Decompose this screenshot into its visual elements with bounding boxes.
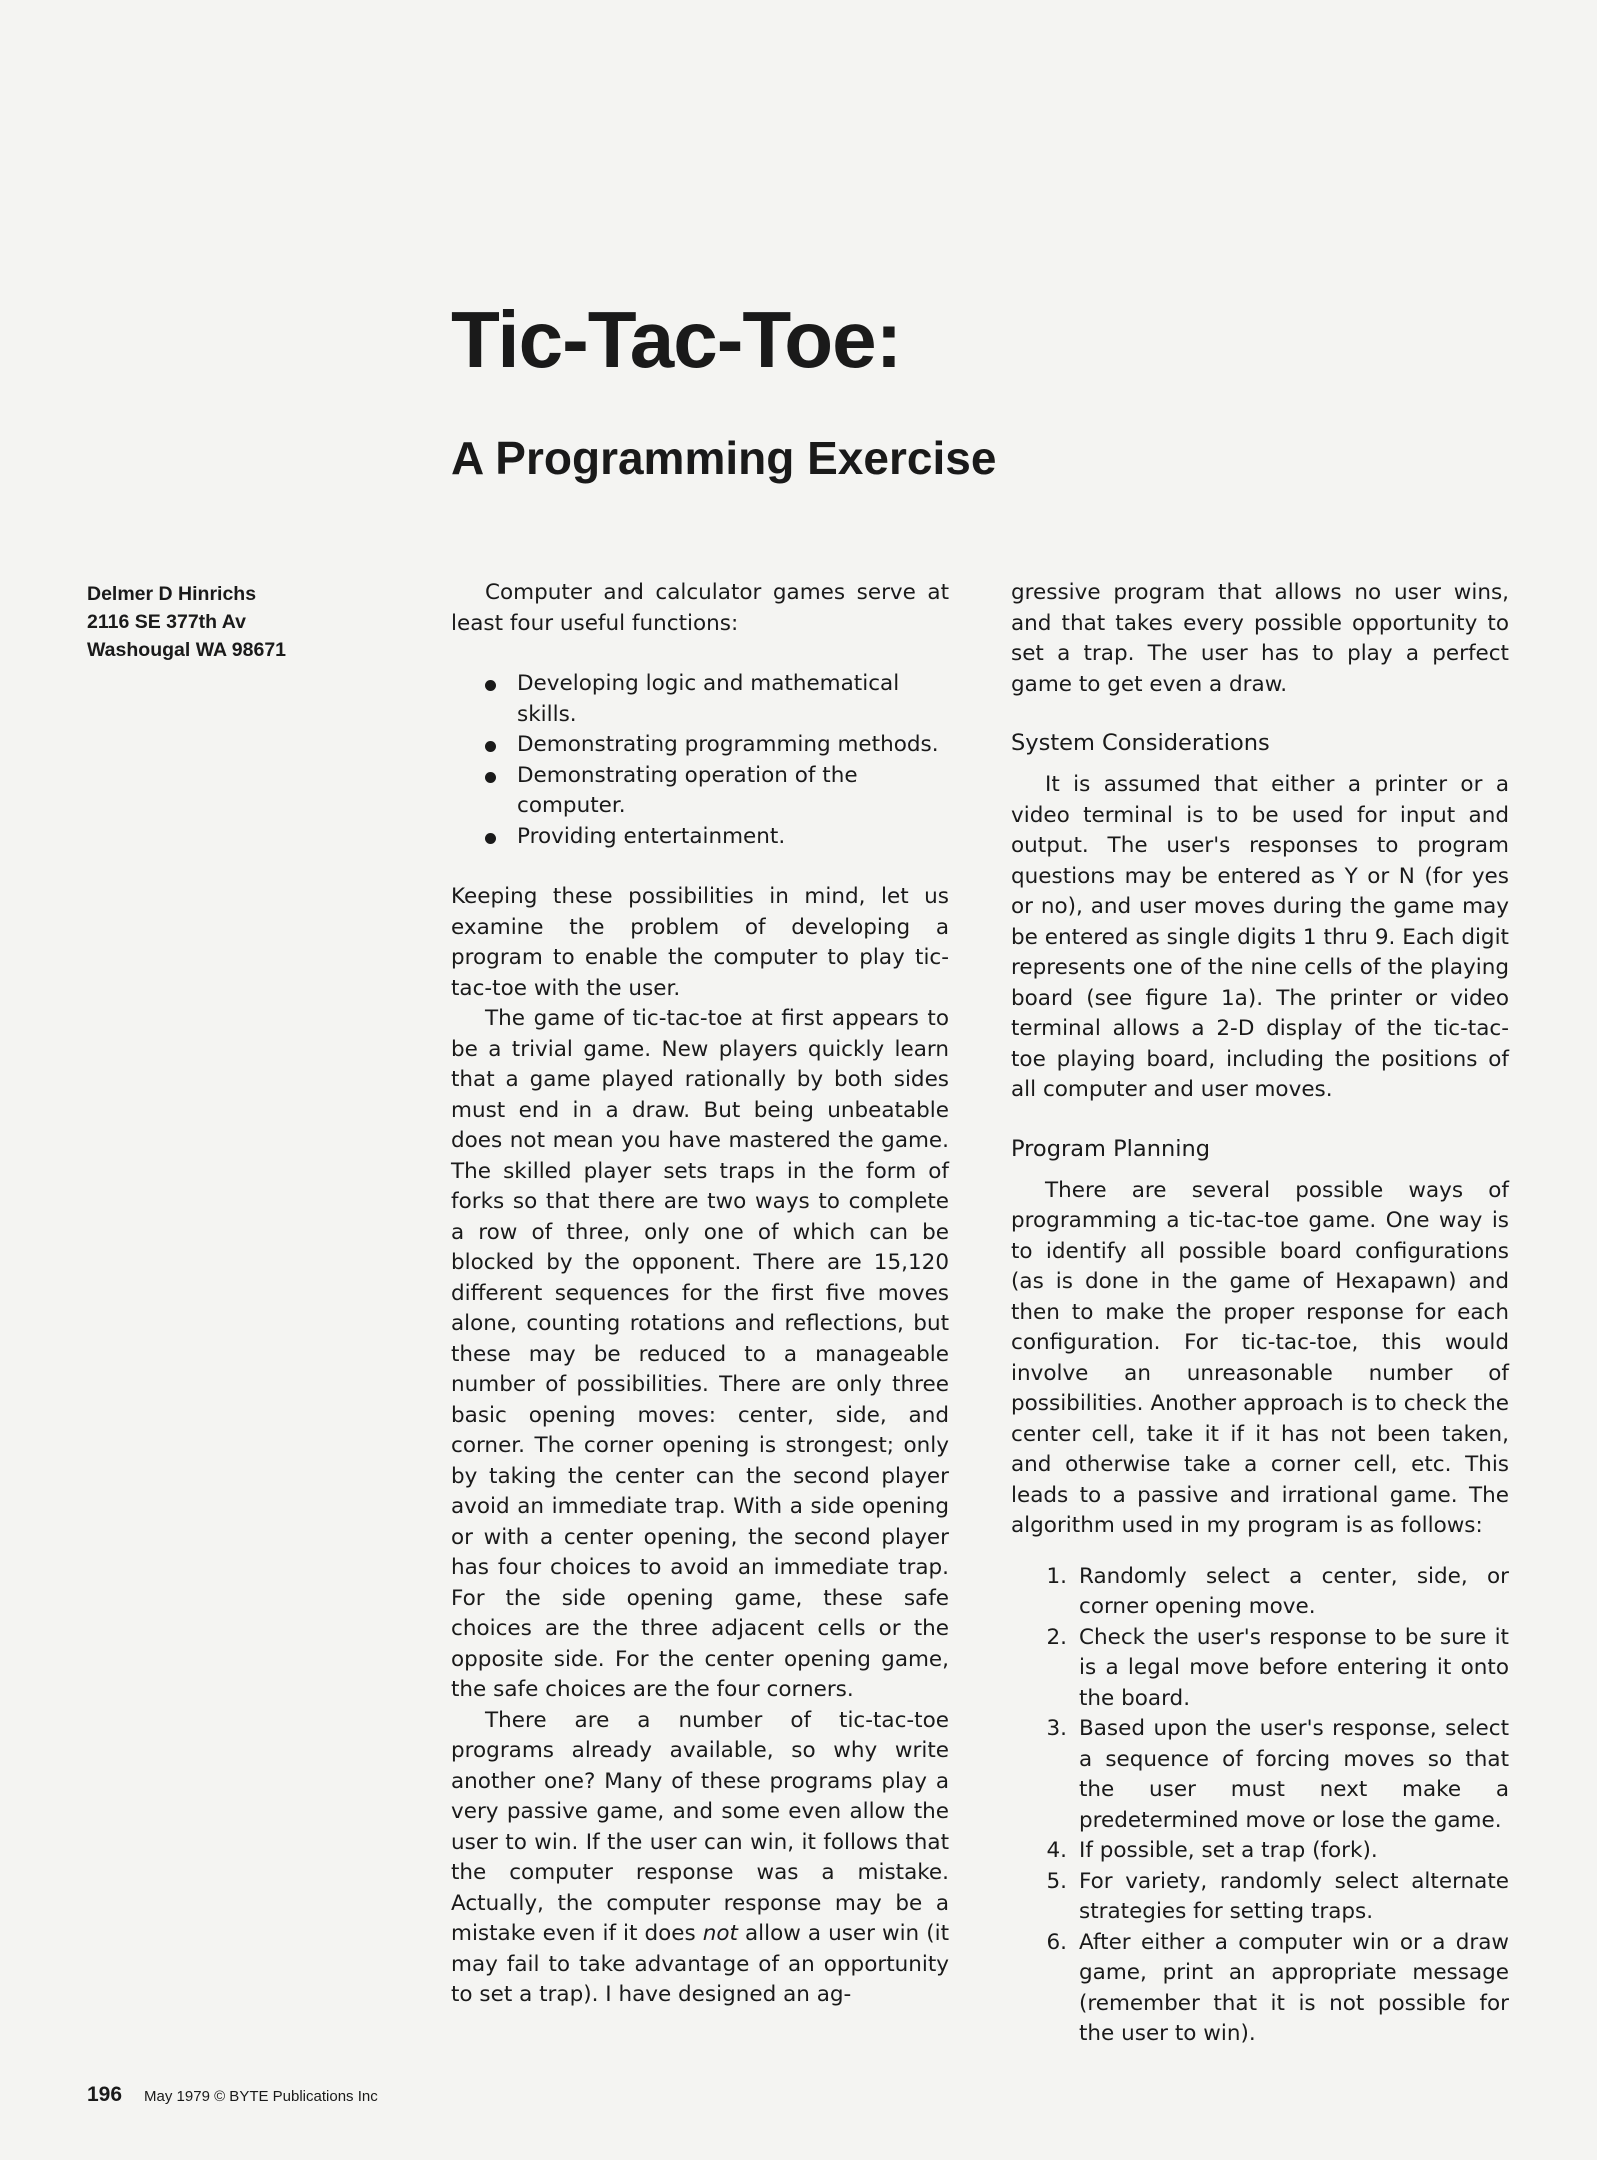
step-text: Randomly select a center, side, or corner opening move. [1079,1563,1509,1619]
algorithm-steps [1011,1562,1509,2050]
functions-list [451,669,949,852]
list-item: Demonstrating operation of the computer. [451,761,949,822]
article-title: Tic-Tac-Toe: [451,295,902,384]
list-item [1011,1714,1509,1836]
step-number: 4. [1046,1838,1067,1863]
body-text: There are a number of tic-tac-toe programs already available, so why write another one? Many of these programs play a very passive game, and some even allow the user to win. If the user can win, it follows that the computer response was a mistake. Actually, the computer response may be a mistake even if it does [451,1707,949,1946]
step-text: After either a computer win or a draw game, print an appropriate message (remember that it is not possible for the user to win). [1079,1929,1509,2046]
list-item [1011,1562,1509,1623]
step-text: If possible, set a trap (fork). [1079,1838,1378,1863]
body-paragraph: Keeping these possibilities in mind, let us examine the problem of developing a program to enable the computer to play tic-tac-toe with the user. [451,884,949,1001]
author-city: Washougal WA 98671 [87,639,287,661]
body-paragraph: There are several possible ways of programming a tic-tac-toe game. One way is to identify all possible board configurations (as is done in the game of Hexapawn) and then to make the proper response for each configuration. For tic-tac-toe, this would involve an unreasonable number of possibilities. Another approach is to check the center cell, take it if it has not been taken, and otherwise take a corner cell, etc. This leads to a passive and irrational game. The algorithm used in my program is as follows: [1011,1177,1509,1538]
list-item: Demonstrating programming methods. [451,730,949,761]
page-footer [87,2083,378,2109]
step-number: 6. [1046,1929,1067,1955]
author-name: Delmer D Hinrichs [87,583,257,605]
body-text: allow a user win (it may fail to take advantage of an opportunity to set a trap). I have designed an ag- [451,1921,949,2007]
list-item [1011,1867,1509,1928]
right-column [1011,578,1509,2050]
list-item: Providing entertainment. [451,822,949,853]
left-column [451,578,949,2011]
footer-credit: May 1979 © BYTE Publications Inc [144,2088,378,2105]
page-number: 196 [87,2083,123,2106]
intro-paragraph: Computer and calculator games serve at least four useful functions: [451,580,949,636]
body-paragraph: The game of tic-tac-toe at first appears to be a trivial game. New players quickly learn that a game played rationally by both sides must end in a draw. But being unbeatable does not mean you have mastered the game. The skilled player sets traps in the form of forks so that there are two ways to complete a row of three, only one of which can be blocked by the opponent. There are 15,120 different sequences for the first five moves alone, counting rotations and reflections, but these may be reduced to a manageable number of possibilities. There are only three basic opening moves: center, side, and corner. The corner opening is strongest; only by taking the center can the second player avoid an immediate trap. With a side opening or with a center opening, the second player has four choices to avoid an immediate trap. For the side opening game, these safe choices are the three adjacent cells or the opposite side. For the center opening game, the safe choices are the four corners. [451,1006,949,1702]
list-item [1011,1928,1509,2050]
step-number: 3. [1046,1716,1067,1741]
body-paragraph: gressive program that allows no user wins, and that takes every possible opportunity to set a trap. The user has to play a perfect game to get even a draw. [1011,580,1509,697]
section-heading: System Considerations [1011,730,1270,756]
article-subtitle: A Programming Exercise [451,432,997,484]
section-heading: Program Planning [1011,1135,1211,1162]
author-street: 2116 SE 377th Av [87,611,246,633]
step-text: Based upon the user's response, select a sequence of forcing moves so that the user must next make a predetermined move or lose the game. [1079,1716,1509,1833]
step-text: For variety, randomly select alternate strategies for setting traps. [1079,1868,1509,1924]
list-item [1011,1836,1509,1867]
list-item [1011,1623,1509,1715]
step-text: Check the user's response to be sure it is a legal move before entering it onto the board. [1079,1624,1509,1711]
list-item: Developing logic and mathematical skills. [451,669,949,730]
body-paragraph: It is assumed that either a printer or a video terminal is to be used for input and output. The user's responses to program questions may be entered as Y or N (for yes or no), and user moves during the game may be entered as single digits 1 thru 9. Each digit represents one of the nine cells of the playing board (see figure 1a). The printer or video terminal allows a 2-D display of the tic-tac-toe playing board, including the positions of all computer and user moves. [1011,772,1509,1102]
author-byline [87,580,347,664]
step-number: 5. [1046,1868,1067,1894]
emphasis-text: not [702,1921,738,1946]
body-paragraph [451,1706,949,2011]
step-number: 2. [1046,1624,1067,1650]
step-number: 1. [1046,1563,1067,1589]
